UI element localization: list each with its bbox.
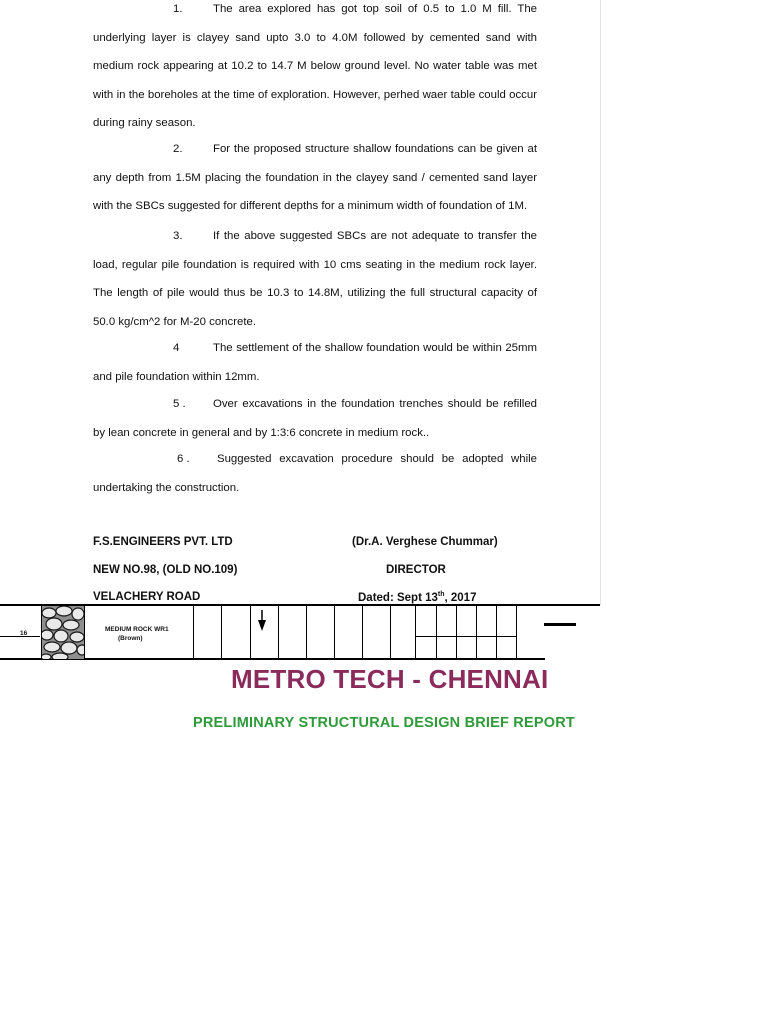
paragraph-6 bbox=[93, 445, 537, 502]
col-divider bbox=[193, 605, 194, 658]
col-divider bbox=[306, 605, 307, 658]
paragraph-5-text: lean concrete in general and by 1:3:6 concrete in medium rock.. bbox=[108, 426, 430, 439]
paragraph-2-first-line: For the proposed structure shallow foundations can be given at any bbox=[93, 143, 537, 184]
col-divider bbox=[362, 605, 363, 658]
paragraph-1-number: 1. bbox=[173, 3, 183, 15]
paragraph-3-first-line: If the above suggested SBCs are not adequate to transfer the load, bbox=[93, 230, 537, 271]
signatory-role: DIRECTOR bbox=[386, 564, 446, 576]
depth-label: 16 bbox=[20, 630, 28, 637]
report-subtitle: PRELIMINARY STRUCTURAL DESIGN BRIEF REPORT bbox=[193, 715, 575, 731]
report-title: METRO TECH - CHENNAI bbox=[231, 664, 549, 694]
company-name: F.S.ENGINEERS PVT. LTD bbox=[93, 536, 233, 548]
layer-color: (Brown) bbox=[118, 635, 143, 642]
col-divider bbox=[250, 605, 251, 658]
report-date bbox=[358, 591, 476, 604]
col-divider bbox=[221, 605, 222, 658]
col-divider bbox=[516, 605, 517, 658]
paragraph-4 bbox=[93, 334, 537, 391]
col-divider bbox=[496, 605, 497, 658]
address-line-2: VELACHERY ROAD bbox=[93, 591, 201, 603]
col-divider bbox=[436, 605, 437, 658]
water-level-arrow-icon bbox=[257, 610, 267, 632]
signatory-name: (Dr.A. Verghese Chummar) bbox=[352, 536, 498, 548]
paragraph-1 bbox=[93, 0, 537, 138]
row-divider bbox=[415, 636, 516, 637]
paragraph-2 bbox=[93, 135, 537, 221]
borelog-top-border bbox=[0, 604, 600, 606]
col-divider bbox=[278, 605, 279, 658]
paragraph-6-first-line: Suggested excavation procedure should be adopted while bbox=[217, 453, 537, 465]
address-line-1: NEW NO.98, (OLD NO.109) bbox=[93, 564, 238, 576]
paragraph-3-text: regular pile foundation is required with 10 cms seating in the medium rock layer. The length of pile would thus be 10.3 to 14.8M, utilizing the full structural capacity of 50.0 kg/cm^2 for M-20 concrete. bbox=[93, 258, 537, 328]
col-divider bbox=[334, 605, 335, 658]
scale-mark bbox=[544, 623, 576, 626]
paragraph-5-number: 5 . bbox=[173, 398, 186, 410]
date-prefix: Dated: Sept 13 bbox=[358, 591, 438, 604]
paragraph-4-first-line: The settlement of the shallow foundation would be within 25mm and bbox=[93, 342, 537, 383]
scanned-document bbox=[0, 0, 601, 605]
paragraph-6-number: 6 . bbox=[177, 453, 190, 465]
col-divider bbox=[390, 605, 391, 658]
date-suffix: , 2017 bbox=[444, 591, 477, 604]
paragraph-5-first-line: Over excavations in the foundation trenches should be refilled by bbox=[93, 398, 537, 439]
paragraph-2-number: 2. bbox=[173, 143, 183, 155]
paragraph-3 bbox=[93, 222, 537, 336]
paragraph-4-text: pile foundation within 12mm. bbox=[115, 370, 260, 383]
rock-pattern-icon bbox=[42, 606, 84, 659]
rock-hatch-pattern bbox=[41, 606, 85, 659]
layer-description: MEDIUM ROCK WR1 bbox=[105, 626, 169, 633]
paragraph-5 bbox=[93, 390, 537, 447]
paragraph-2-text: depth from 1.5M placing the foundation in the clayey sand / cemented sand layer with the SBCs suggested for different depths for a minimum width of foundation of 1M. bbox=[93, 171, 537, 212]
paragraph-6-text: undertaking the construction. bbox=[93, 481, 240, 494]
col-divider bbox=[415, 605, 416, 658]
col-divider bbox=[476, 605, 477, 658]
paragraph-4-number: 4 bbox=[173, 342, 180, 354]
col-divider bbox=[456, 605, 457, 658]
paragraph-3-number: 3. bbox=[173, 230, 183, 242]
date-superscript: th bbox=[437, 591, 445, 598]
paragraph-1-text: underlying layer is clayey sand upto 3.0 to 4.0M followed by cemented sand with medium rock appearing at 10.2 to 14.7 M below ground level. No water table was met with in the boreholes at the time of exploration. However, perhed waer table could occur during rainy season. bbox=[93, 31, 537, 129]
paragraph-1-first-line: The area explored has got top soil of 0.5 to 1.0 M fill. The bbox=[213, 3, 537, 15]
